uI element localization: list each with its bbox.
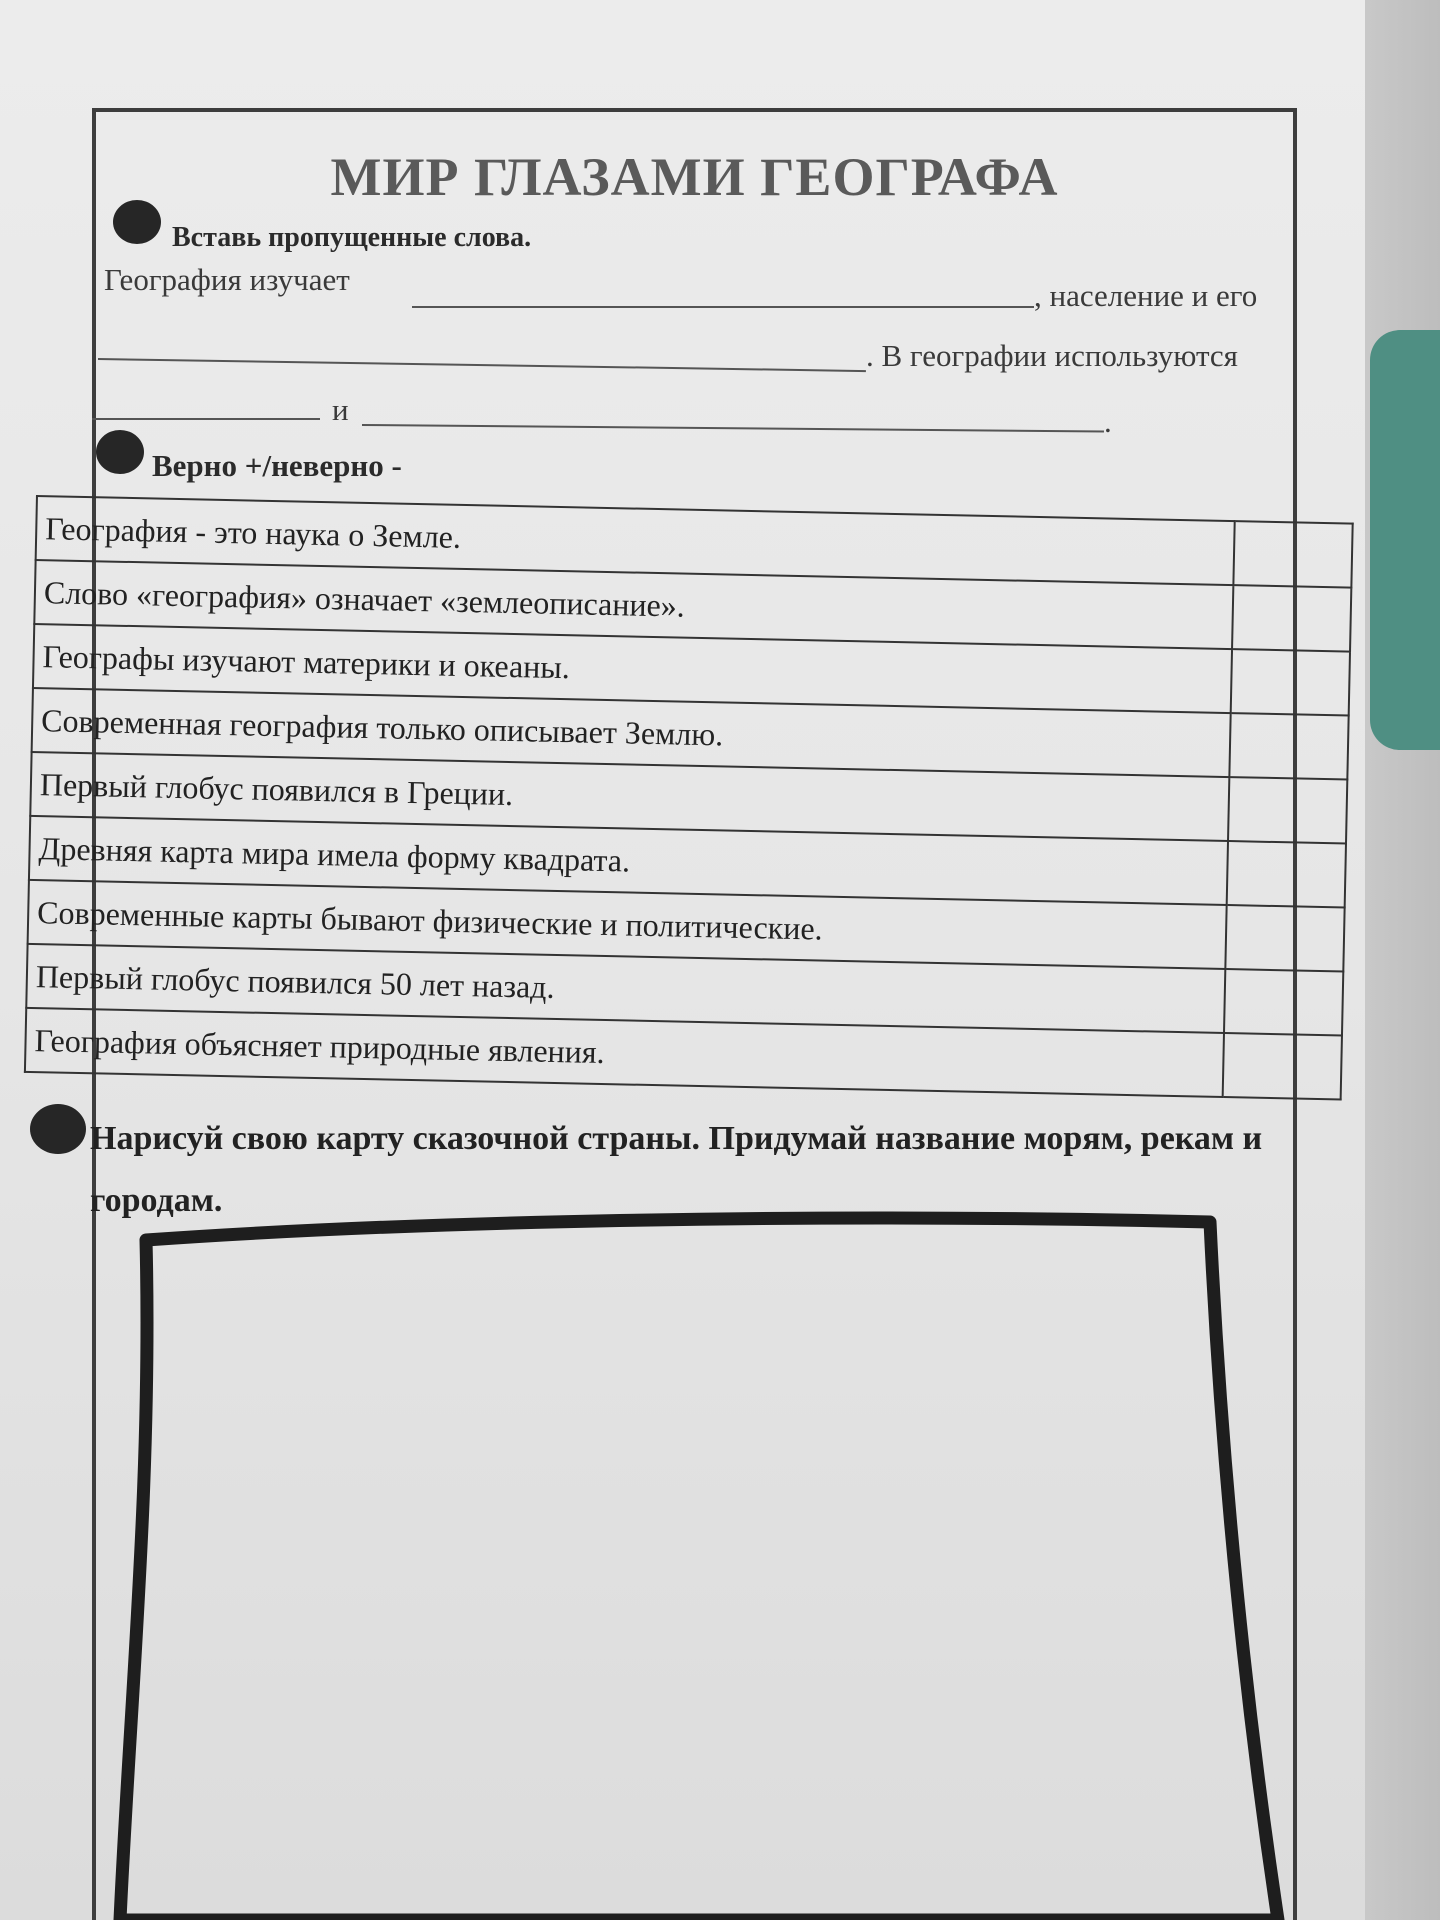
drawing-frame-outline: [120, 1218, 1278, 1920]
statement-cell: Современные карты бывают физические и политические.: [28, 880, 1227, 969]
statement-cell: Слово «география» означает «землеописание».: [34, 560, 1233, 649]
task1-text-5: .: [1104, 404, 1112, 439]
task2-heading: Верно +/неверно -: [152, 448, 402, 483]
statement-cell: География объясняет природные явления.: [25, 1008, 1224, 1097]
task1-text-2: , население и его: [1034, 278, 1258, 313]
statement-cell: Первый глобус появился 50 лет назад.: [26, 944, 1225, 1033]
task1-text-3: . В географии используются: [866, 338, 1238, 373]
background-surface: [1360, 0, 1440, 1920]
statement-cell: Первый глобус появился в Греции.: [30, 752, 1229, 841]
statement-cell: Древняя карта мира имела форму квадрата.: [29, 816, 1228, 905]
statement-cell: География - это наука о Земле.: [36, 496, 1235, 585]
page-title: МИР ГЛАЗАМИ ГЕОГРАФА: [330, 147, 1059, 207]
task1-text-1: География изучает: [104, 262, 350, 297]
task1-heading: Вставь пропущенные слова.: [172, 222, 532, 253]
task3-instruction: Нарисуй свою карту сказочной страны. Придумай название морям, рекам и городам.: [90, 1120, 1263, 1219]
task1-text-4: и: [332, 392, 349, 427]
statement-cell: Современная география только описывает Землю.: [32, 688, 1231, 777]
statement-cell: Географы изучают материки и океаны.: [33, 624, 1232, 713]
teal-object: [1370, 330, 1440, 750]
